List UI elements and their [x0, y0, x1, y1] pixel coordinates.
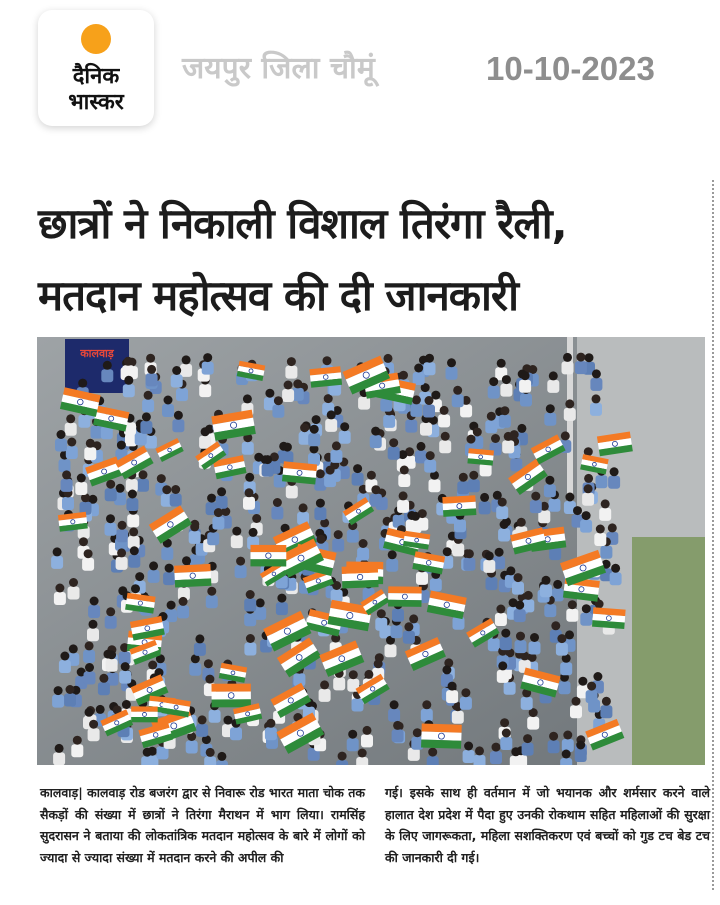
student-figure — [403, 622, 415, 644]
article-column-1 — [40, 782, 365, 868]
student-figure — [385, 636, 397, 658]
student-figure — [171, 366, 183, 388]
edition-label: जयपुर जिला चौमूं — [182, 51, 375, 86]
student-figure — [281, 443, 293, 465]
student-figure — [137, 470, 149, 492]
student-figure — [495, 605, 507, 627]
student-figure — [272, 396, 284, 418]
student-figure — [547, 371, 559, 393]
student-figure — [75, 474, 87, 496]
tricolour-flag — [58, 512, 88, 532]
student-figure — [370, 427, 382, 449]
student-figure — [244, 634, 256, 656]
student-figure — [128, 527, 140, 549]
student-figure — [522, 591, 534, 613]
student-figure — [398, 466, 410, 488]
student-figure — [265, 719, 277, 741]
student-figure — [497, 661, 509, 683]
student-figure — [119, 662, 131, 684]
student-figure — [177, 597, 189, 619]
student-figure — [122, 357, 134, 379]
student-figure — [55, 430, 67, 452]
student-figure — [446, 358, 458, 380]
student-figure — [194, 634, 206, 656]
tricolour-flag — [131, 706, 158, 722]
student-figure — [575, 741, 587, 763]
student-figure — [196, 715, 208, 737]
student-figure — [370, 485, 382, 507]
student-figure — [347, 730, 359, 752]
student-figure — [140, 412, 152, 434]
student-figure — [540, 576, 552, 598]
student-figure — [388, 438, 400, 460]
student-figure — [600, 697, 612, 719]
student-figure — [88, 720, 100, 742]
student-figure — [142, 391, 154, 413]
rally-photo — [37, 337, 705, 765]
student-figure — [544, 404, 556, 426]
student-figure — [500, 729, 512, 751]
student-figure — [235, 557, 247, 579]
student-figure — [452, 386, 464, 408]
student-figure — [499, 406, 511, 428]
student-figure — [88, 597, 100, 619]
student-figure — [562, 353, 574, 375]
student-figure — [189, 522, 201, 544]
tricolour-flag — [467, 448, 494, 465]
student-figure — [59, 652, 71, 674]
student-figure — [262, 455, 274, 477]
student-figure — [52, 686, 64, 708]
student-figure — [314, 499, 326, 520]
tricolour-flag — [442, 495, 476, 517]
student-figure — [424, 451, 436, 473]
student-figure — [101, 361, 113, 383]
student-figure — [424, 354, 436, 376]
student-figure — [339, 422, 351, 444]
student-figure — [410, 512, 422, 534]
student-figure — [330, 441, 342, 463]
tricolour-flag — [309, 366, 342, 388]
student-figure — [68, 578, 80, 600]
student-figure — [415, 442, 427, 464]
student-figure — [216, 487, 228, 509]
student-figure — [590, 369, 602, 391]
student-figure — [423, 396, 435, 418]
student-figure — [566, 600, 578, 622]
article-column-2: गई। इसके साथ ही वर्तमान में जो भयानक और शर्मसार करने वाले हालात देश प्रदेश में पैदा हुए उनकी रोकथाम सहित महिलाओं की सुरक्षा के लिए जागरूकता, महिला सशक्तिकरण एवं बच्चों को गुड टच बेड टच की जानकारी दी गई। — [385, 785, 710, 865]
student-figure — [446, 682, 458, 704]
student-figure — [243, 488, 255, 510]
student-figure — [530, 492, 542, 513]
headline-line1: छात्रों ने निकाली विशाल तिरंगा रैली, — [38, 199, 567, 248]
student-figure — [483, 551, 495, 573]
student-figure — [361, 726, 373, 748]
student-figure — [522, 734, 534, 756]
publication-date: 10-10-2023 — [486, 50, 655, 87]
student-figure — [519, 371, 531, 393]
logo-text-line1: दैनिक — [72, 64, 120, 89]
student-figure — [271, 498, 283, 520]
student-figure — [285, 357, 297, 379]
student-figure — [123, 376, 135, 398]
tricolour-flag — [592, 607, 626, 629]
student-figure — [544, 476, 556, 498]
newspaper-logo — [38, 10, 154, 126]
student-figure — [599, 499, 611, 521]
student-figure — [548, 732, 560, 754]
student-figure — [514, 601, 526, 623]
student-figure — [498, 520, 510, 542]
dateline: कालवाड़| — [40, 785, 83, 800]
student-figure — [556, 634, 568, 656]
sun-icon — [81, 24, 111, 54]
student-figure — [276, 594, 288, 616]
student-figure — [282, 381, 294, 403]
student-figure — [146, 365, 158, 387]
student-figure — [319, 680, 331, 702]
student-figure — [128, 546, 140, 568]
student-figure — [527, 708, 539, 730]
student-figure — [61, 470, 73, 492]
student-figure — [580, 511, 592, 532]
student-figure — [386, 550, 398, 572]
student-figure — [608, 467, 620, 489]
student-figure — [308, 445, 320, 467]
student-figure — [105, 607, 117, 629]
student-figure — [575, 353, 587, 375]
student-figure — [105, 480, 117, 502]
student-figure — [515, 632, 527, 654]
student-figure — [172, 411, 184, 433]
article-text-1: कालवाड़ रोड बजरंग द्वार से निवारू रोड भारत माता चोक तक सैकड़ों की संख्या में छात्रों ने तिरंगा मैराथन में भाग लिया। रामसिंह सुदरासन ने बताया की लोकतांत्रिक मतदान महोत्सव के बारे में लोगों को ज्यादा से ज्यादा संख्या में मतदान करने की अपील की — [40, 785, 365, 865]
student-figure — [500, 375, 512, 397]
student-figure — [564, 399, 576, 421]
student-figure — [500, 629, 512, 651]
student-figure — [463, 549, 475, 571]
student-figure — [488, 377, 500, 399]
student-figure — [485, 412, 497, 434]
student-figure — [570, 697, 582, 719]
student-figure — [87, 620, 99, 642]
column-divider — [712, 180, 720, 890]
student-figure — [98, 674, 110, 696]
student-figure — [512, 573, 524, 595]
student-figure — [53, 744, 65, 765]
student-figure — [582, 484, 594, 506]
student-figure — [231, 527, 243, 549]
student-figure — [397, 491, 409, 513]
student-figure — [308, 425, 320, 447]
student-figure — [375, 609, 387, 631]
student-figure — [71, 736, 83, 758]
student-figure — [421, 700, 433, 722]
student-figure — [66, 438, 78, 460]
student-figure — [610, 564, 622, 586]
student-figure — [82, 549, 94, 571]
student-figure — [490, 743, 502, 765]
logo-text-line2: भास्कर — [68, 90, 124, 115]
student-figure — [594, 525, 606, 547]
student-figure — [357, 539, 369, 561]
student-figure — [468, 471, 480, 493]
student-figure — [242, 433, 254, 455]
student-figure — [502, 432, 514, 454]
student-figure — [106, 650, 118, 672]
student-figure — [352, 464, 364, 486]
student-figure — [116, 521, 128, 543]
rally-photo-illustration — [37, 337, 705, 765]
banner-text: कालवाड़ — [80, 347, 114, 360]
student-figure — [54, 584, 66, 606]
student-figure — [438, 406, 450, 428]
student-figure — [83, 641, 95, 663]
student-figure — [463, 742, 475, 764]
tricolour-flag — [250, 545, 286, 567]
student-figure — [116, 548, 128, 570]
student-figure — [586, 682, 598, 704]
tricolour-flag — [342, 565, 379, 588]
student-figure — [186, 732, 198, 754]
student-figure — [325, 410, 337, 432]
student-figure — [170, 485, 182, 507]
student-figure — [162, 396, 174, 418]
student-figure — [332, 530, 344, 552]
student-figure — [212, 508, 224, 529]
student-figure — [126, 490, 138, 512]
student-figure — [439, 432, 451, 454]
student-figure — [388, 700, 400, 722]
student-figure — [206, 587, 218, 609]
student-figure — [413, 364, 425, 386]
student-figure — [560, 654, 572, 676]
tricolour-flag — [212, 684, 251, 708]
student-figure — [559, 673, 571, 695]
student-figure — [580, 604, 592, 626]
student-figure — [65, 414, 77, 436]
student-figure — [180, 355, 192, 377]
student-figure — [163, 564, 175, 586]
tricolour-flag — [282, 461, 317, 484]
student-figure — [496, 498, 508, 519]
tricolour-flag — [388, 586, 422, 607]
student-figure — [148, 561, 160, 583]
student-figure — [460, 688, 472, 710]
student-figure — [189, 654, 201, 676]
tricolour-flag — [421, 724, 462, 749]
student-figure — [479, 493, 491, 515]
student-figure — [64, 685, 76, 707]
student-figure — [392, 721, 404, 743]
student-figure — [51, 547, 63, 569]
student-figure — [84, 439, 96, 461]
student-figure — [429, 471, 441, 493]
student-figure — [84, 663, 96, 685]
student-figure — [529, 633, 541, 655]
student-figure — [590, 394, 602, 416]
headline-line2: मतदान महोत्सव की दी जानकारी — [38, 271, 518, 320]
student-figure — [80, 493, 92, 515]
student-figure — [562, 731, 574, 753]
student-figure — [244, 590, 256, 612]
student-figure — [199, 427, 211, 449]
headline — [38, 188, 698, 332]
student-figure — [105, 514, 117, 536]
student-figure — [324, 466, 336, 488]
article-body — [40, 782, 710, 894]
student-figure — [202, 353, 214, 375]
student-figure — [457, 473, 469, 495]
student-figure — [521, 688, 533, 710]
tricolour-flag — [174, 564, 211, 588]
